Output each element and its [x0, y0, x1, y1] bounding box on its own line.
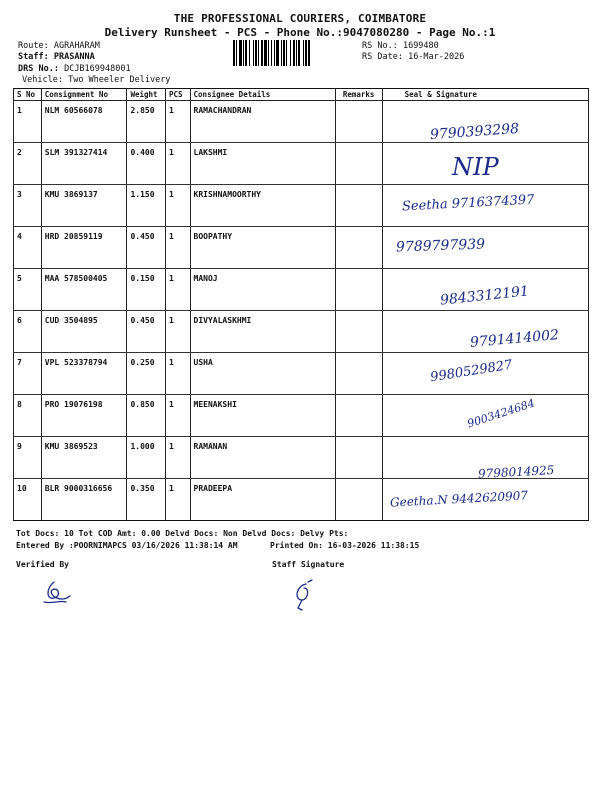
- consignee-cell: RAMANAN: [190, 437, 335, 479]
- barcode-bar: [271, 40, 272, 66]
- sno-cell: 5: [14, 269, 42, 311]
- sno-cell: 2: [14, 143, 42, 185]
- barcode-bar: [243, 40, 244, 66]
- pcs-cell: 1: [165, 479, 190, 521]
- pcs-cell: 1: [165, 143, 190, 185]
- weight-cell: 0.400: [127, 143, 166, 185]
- barcode-bar: [264, 40, 267, 66]
- staff-value: PRASANNA: [53, 52, 95, 62]
- consignment-cell: KMU 3869137: [41, 185, 127, 227]
- barcode-bar: [305, 40, 307, 66]
- pcs-cell: 1: [165, 269, 190, 311]
- drs-label: DRS No.:: [18, 64, 59, 74]
- runsheet-table: [13, 88, 589, 521]
- handwritten-signature: NIP: [452, 153, 499, 181]
- handwritten-signature: 9791414002: [469, 327, 560, 351]
- col-remarks: Remarks: [335, 89, 382, 101]
- sno-cell: 4: [14, 227, 42, 269]
- table-header-row: [14, 89, 589, 101]
- consignment-cell: CUD 3504895: [41, 311, 127, 353]
- consignee-cell: LAKSHMI: [190, 143, 335, 185]
- handwritten-signature: 9790393298: [429, 120, 520, 144]
- staff-label: Staff:: [18, 52, 49, 62]
- barcode-bar: [253, 40, 254, 66]
- weight-cell: 0.450: [127, 311, 166, 353]
- drs-value: DCJB169948001: [64, 64, 131, 74]
- barcode-bar: [290, 40, 291, 66]
- weight-cell: 0.250: [127, 353, 166, 395]
- consignment-cell: NLM 60566078: [41, 101, 127, 143]
- consignee-cell: MEENAKSHI: [190, 395, 335, 437]
- remarks-cell: [335, 353, 382, 395]
- barcode-bar: [296, 40, 297, 66]
- drs-line: [18, 64, 131, 75]
- remarks-cell: [335, 479, 382, 521]
- col-pcs: PCS: [165, 89, 190, 101]
- weight-cell: 2.850: [127, 101, 166, 143]
- rs-date-line: [362, 52, 464, 63]
- vehicle-label: Vehicle:: [22, 75, 63, 85]
- barcode-bar: [249, 40, 250, 66]
- consignee-cell: DIVYALASKHMI: [190, 311, 335, 353]
- col-weight: Weight: [127, 89, 166, 101]
- barcode-bar: [245, 40, 247, 66]
- barcode-bar: [281, 40, 282, 66]
- rs-no-label: RS No.:: [362, 41, 398, 51]
- consignee-cell: KRISHNAMOORTHY: [190, 185, 335, 227]
- sno-cell: 1: [14, 101, 42, 143]
- weight-cell: 0.850: [127, 395, 166, 437]
- vehicle-line: [22, 75, 170, 86]
- table-row: [14, 143, 589, 185]
- rs-date-label: RS Date:: [362, 52, 403, 62]
- barcode-bar: [276, 40, 279, 66]
- pcs-cell: 1: [165, 395, 190, 437]
- rs-no-value: 1699480: [402, 41, 439, 51]
- sno-cell: 3: [14, 185, 42, 227]
- consignee-cell: BOOPATHY: [190, 227, 335, 269]
- remarks-cell: [335, 311, 382, 353]
- barcode-bar: [283, 40, 285, 66]
- col-sno: S No: [14, 89, 42, 101]
- consignee-cell: RAMACHANDRAN: [190, 101, 335, 143]
- consignment-cell: BLR 9000316656: [41, 479, 127, 521]
- consignment-cell: PRO 19076198: [41, 395, 127, 437]
- consignment-cell: HRD 20859119: [41, 227, 127, 269]
- barcode-bar: [236, 40, 237, 66]
- route-line: [18, 41, 100, 52]
- consignee-cell: USHA: [190, 353, 335, 395]
- handwritten-signature: 9980529827: [429, 357, 514, 386]
- runsheet-subtitle: Delivery Runsheet - PCS - Phone No.:9047080280 - Page No.:1: [104, 26, 496, 39]
- entered-by: Entered By :POORNIMAPCS 03/16/2026 11:38:14 AM: [16, 541, 238, 550]
- sno-cell: 9: [14, 437, 42, 479]
- barcode-bar: [298, 40, 300, 66]
- handwritten-signature: Seetha 9716374397: [401, 192, 535, 215]
- rs-no-line: [362, 41, 439, 52]
- barcode-bar: [268, 40, 269, 66]
- staff-signature-label: Staff Signature: [272, 560, 345, 569]
- handwritten-signature: 9003424684: [465, 396, 537, 431]
- col-seal-signature: Seal & Signature: [382, 89, 588, 101]
- sno-cell: 7: [14, 353, 42, 395]
- barcode-bar: [258, 40, 259, 66]
- barcode-image: [233, 40, 357, 66]
- staff-signature-mark: [288, 578, 322, 612]
- barcode-bar: [239, 40, 242, 66]
- weight-cell: 0.350: [127, 479, 166, 521]
- remarks-cell: [335, 395, 382, 437]
- handwritten-signature: 9798014925: [477, 463, 555, 481]
- barcode-bar: [255, 40, 257, 66]
- barcode-bar: [261, 40, 263, 66]
- sno-cell: 6: [14, 311, 42, 353]
- barcode-bar: [308, 40, 310, 66]
- vehicle-value: Two Wheeler Delivery: [68, 75, 171, 85]
- pcs-cell: 1: [165, 353, 190, 395]
- remarks-cell: [335, 269, 382, 311]
- route-value: AGRAHARAM: [53, 41, 100, 51]
- consignment-cell: VPL 523378794: [41, 353, 127, 395]
- barcode-bar: [286, 40, 287, 66]
- staff-line: [18, 52, 95, 63]
- barcode-bar: [303, 40, 304, 66]
- pcs-cell: 1: [165, 185, 190, 227]
- route-label: Route:: [18, 41, 49, 51]
- consignment-cell: MAA 578500405: [41, 269, 127, 311]
- table-row: [14, 227, 589, 269]
- sno-cell: 8: [14, 395, 42, 437]
- consignee-cell: MANOJ: [190, 269, 335, 311]
- remarks-cell: [335, 227, 382, 269]
- totals-line: Tot Docs: 10 Tot COD Amt: 0.00 Delvd Docs: Non Delvd Docs: Delvy Pts:: [16, 529, 349, 538]
- weight-cell: 0.450: [127, 227, 166, 269]
- consignment-cell: SLM 391327414: [41, 143, 127, 185]
- remarks-cell: [335, 143, 382, 185]
- remarks-cell: [335, 101, 382, 143]
- pcs-cell: 1: [165, 227, 190, 269]
- remarks-cell: [335, 437, 382, 479]
- sno-cell: 10: [14, 479, 42, 521]
- col-consignee: Consignee Details: [190, 89, 335, 101]
- handwritten-signature: 9843312191: [439, 283, 530, 309]
- verified-by-label: Verified By: [16, 560, 69, 569]
- pcs-cell: 1: [165, 437, 190, 479]
- weight-cell: 0.150: [127, 269, 166, 311]
- handwritten-signature: Geetha.N 9442620907: [389, 488, 529, 510]
- rs-date-value: 16-Mar-2026: [408, 52, 465, 62]
- remarks-cell: [335, 185, 382, 227]
- barcode-bar: [293, 40, 295, 66]
- verified-by-signature: [40, 578, 80, 608]
- barcode-bar: [274, 40, 275, 66]
- weight-cell: 1.000: [127, 437, 166, 479]
- barcode-bar: [233, 40, 235, 66]
- consignment-cell: KMU 3869523: [41, 437, 127, 479]
- consignee-cell: PRADEEPA: [190, 479, 335, 521]
- handwritten-signature: 9789797939: [395, 236, 486, 256]
- col-consignment: Consignment No: [41, 89, 127, 101]
- company-name: THE PROFESSIONAL COURIERS, COIMBATORE: [173, 12, 427, 25]
- pcs-cell: 1: [165, 311, 190, 353]
- pcs-cell: 1: [165, 101, 190, 143]
- weight-cell: 1.150: [127, 185, 166, 227]
- printed-on: Printed On: 16-03-2026 11:38:15: [270, 541, 420, 550]
